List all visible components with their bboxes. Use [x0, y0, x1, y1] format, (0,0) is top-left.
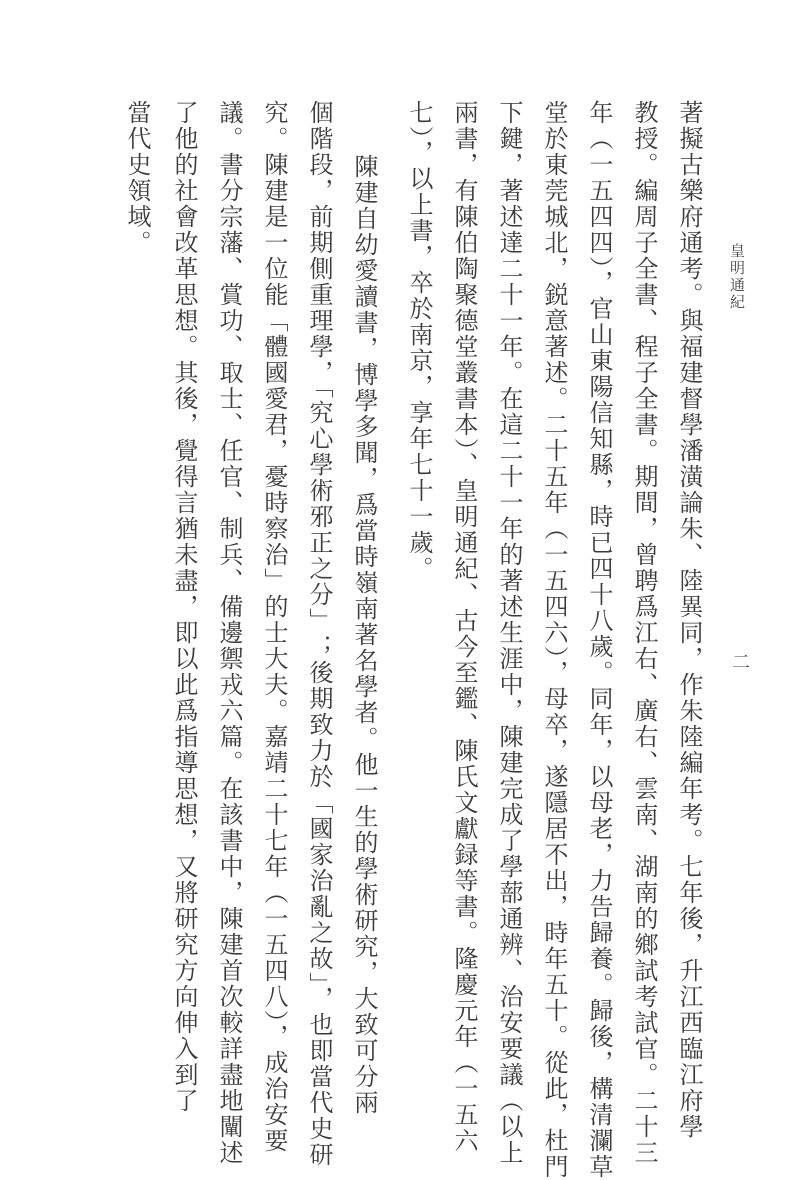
- text-column: 兩書，有陳伯陶聚德堂叢書本）、皇明通紀、古今至鑑、陳氏文獻録等書。隆慶元年（一五六: [450, 100, 478, 1154]
- text-column: 當代史領域。: [123, 100, 151, 256]
- text-column: 個階段，前期側重理學，「究心學術邪正之分」；後期致力於「國家治亂之故」，也即當代史研: [305, 100, 333, 1168]
- running-head: 皇明通紀: [728, 243, 746, 311]
- text-column: 堂於東莞城北，鋭意著述。二十五年（一五四六），母卒，遂隱居不出，時年五十。從此，杜門: [540, 100, 568, 1180]
- text-column: 教授。編周子全書、程子全書。期間，曾聘爲江右、廣右、雲南、湖南的鄉試考試官。二十三: [630, 100, 658, 1166]
- text-column: 著擬古樂府通考。與福建督學潘潢論朱、陸異同，作朱陸編年考。七年後，升江西臨江府學: [675, 100, 703, 1140]
- text-column: 議。書分宗藩、賞功、取士、任官、制兵、備邊禦戎六篇。在該書中，陳建首次較詳盡地闡述: [215, 100, 243, 1166]
- text-column: 了他的社會改革思想。其後，覺得言猶未盡，即以此爲指導思想，又將研究方向伸入到了: [170, 100, 198, 1114]
- text-column: 七），以上書，卒於南京，享年七十一歲。: [405, 100, 433, 582]
- text-column: 下鍵，著述達二十一年。在這二十一年的著述生涯中，陳建完成了學蔀通辨、治安要議（以上: [495, 100, 523, 1166]
- page-number: 二: [732, 652, 750, 673]
- paragraph-start-column: 陳建自幼愛讀書，博學多聞，爲當時嶺南著名學者。他一生的學術研究，大致可分兩: [350, 154, 378, 1116]
- text-column: 年（一五四四），官山東陽信知縣，時已四十八歲。同年，以母老，力告歸養。歸後，構清瀾草: [585, 100, 613, 1180]
- text-column: 究。陳建是一位能「體國愛君，憂時察治」的士大夫。嘉靖二十七年（一五四八），成治安要: [260, 100, 288, 1154]
